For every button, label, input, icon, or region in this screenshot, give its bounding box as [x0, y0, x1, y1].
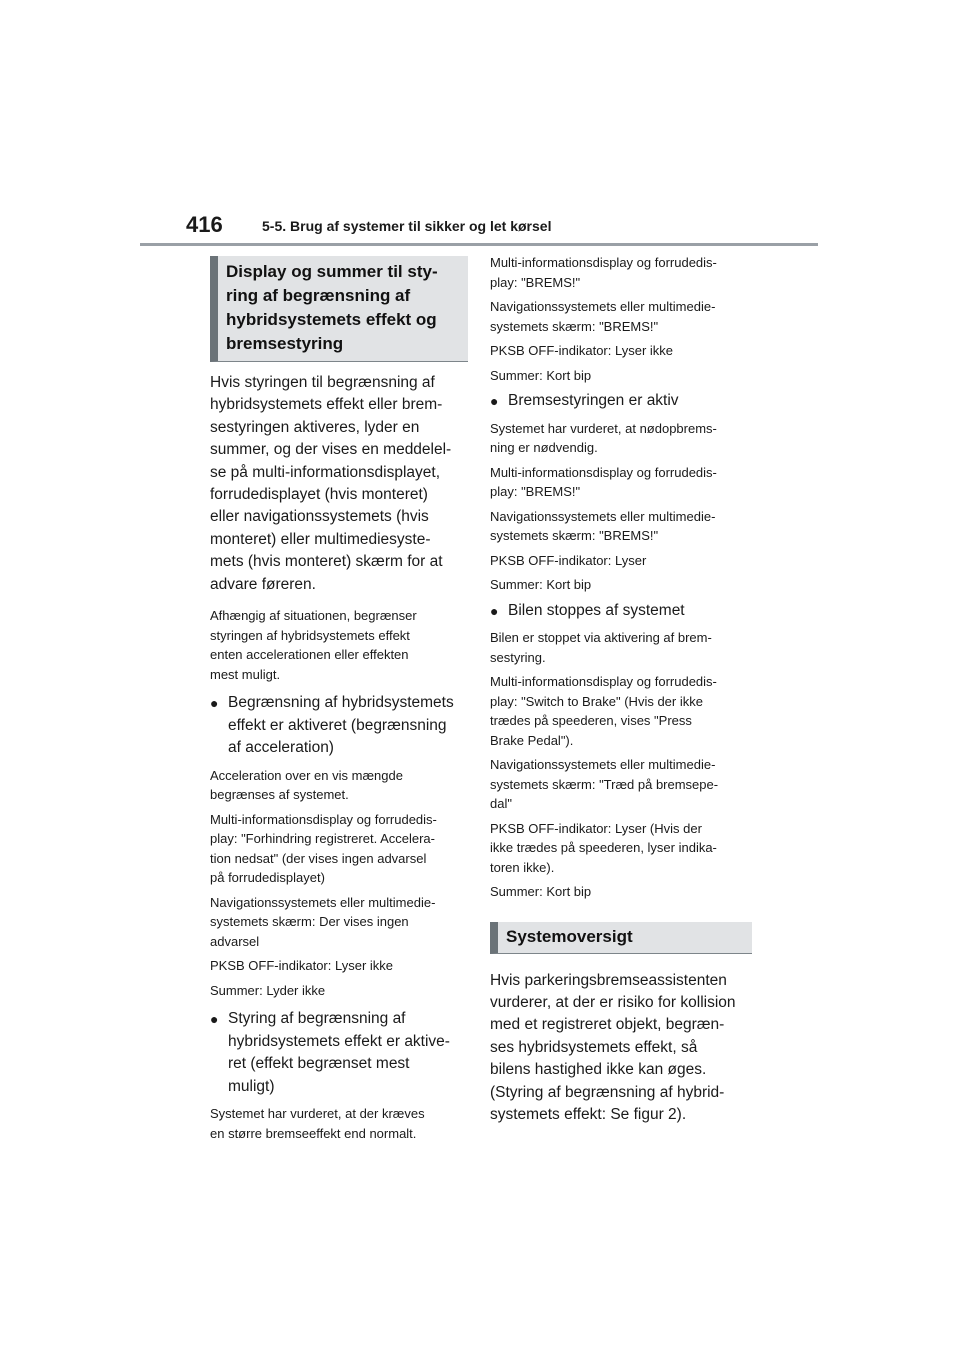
paragraph: Summer: Kort bip	[490, 367, 592, 383]
heading-display-summer	[210, 256, 468, 362]
paragraph: Bilen er stoppet via aktivering af brem- sestyring.	[490, 630, 712, 665]
paragraph: Navigationssystemets eller multimedie- systemets skærm: "BREMS!"	[490, 508, 716, 543]
note-paragraph: Afhængig af situationen, begrænser styringen af hybridsystemets effekt enten accelerationen eller effekten mest muligt.	[210, 608, 417, 682]
paragraph: PKSB OFF-indikator: Lyser ikke	[490, 343, 674, 358]
paragraph: Summer: Kort bip	[490, 884, 592, 899]
paragraph: Multi-informationsdisplay og forrudedis- play: "Forhindring registreret. Accelera- tion nedsat" (der vises ingen advarsel på forrudedisplayet)	[210, 811, 437, 886]
paragraph: PKSB OFF-indikator: Lyser ikke	[210, 958, 394, 974]
paragraph: Navigationssystemets eller multimedie- systemets skærm: Der vises ingen advarsel	[210, 894, 436, 949]
heading-line: Display og summer til sty-	[226, 262, 438, 281]
bullet-icon: ●	[490, 602, 499, 619]
paragraph: PKSB OFF-indikator: Lyser	[490, 552, 647, 568]
bullet-icon: ●	[490, 393, 499, 409]
overview-paragraph: Hvis parkeringsbremseassistenten vurderer, at der er risiko for kollision med et registreret objekt, begræn- ses hybridsystemets effekt, så bilens hastighed ikke kan øges. (Styring af begrænsning af hybrid- systemets effekt: Se figur 2).	[490, 971, 736, 1123]
paragraph: PKSB OFF-indikator: Lyser (Hvis der ikke trædes på speederen, lyser indika- toren ikke).	[490, 820, 717, 875]
paragraph: Navigationssystemets eller multimedie- systemets skærm: "BREMS!"	[490, 299, 716, 334]
bullet-icon: ●	[210, 1011, 219, 1028]
right-column	[490, 253, 752, 1126]
heading-system-overview: Systemoversigt	[490, 922, 752, 954]
paragraph: Systemet har vurderet, at der kræves en større bremseeffekt end normalt.	[210, 1106, 425, 1141]
paragraph: Multi-informationsdisplay og forrudedis- play: "BREMS!"	[490, 255, 717, 290]
paragraph: Multi-informationsdisplay og forrudedis- play: "Switch to Brake" (Hvis der ikke trædes på speederen, vises "Press Brake Pedal").	[490, 674, 717, 748]
section-title: 5-5. Brug af systemer til sikker og let kørsel	[262, 218, 552, 234]
header-rule	[140, 243, 818, 246]
paragraph: Acceleration over en vis mængde begrænses af systemet.	[210, 767, 403, 803]
paragraph: Systemet har vurderet, at nødopbrems- ning er nødvendig.	[490, 420, 717, 455]
intro-paragraph: Hvis styringen til begrænsning af hybridsystemets effekt eller brem- sestyringen aktiveres, lyder en summer, og der vises en meddelel- se på multi-informationsdisplayet, forrudedisplayet (hvis monteret) eller navigationssystemets (hvis monteret) eller multimediesyste- mets (hvis monteret) skærm for at advare føreren.	[210, 374, 452, 593]
heading-line: bremsestyring	[226, 334, 344, 353]
left-column	[210, 256, 468, 1148]
bullet-effect-limit: ● Styring af begrænsning af hybridsystemets effekt er aktive- ret (effekt begrænset mest muligt)	[210, 1008, 468, 1098]
bullet-acceleration-limit: ● Begrænsning af hybridsystemets effekt er aktiveret (begrænsning af acceleration)	[210, 692, 468, 760]
bullet-vehicle-stopped: ● Bilen stoppes af systemet	[490, 600, 752, 623]
bullet-icon: ●	[210, 695, 219, 712]
paragraph: Multi-informationsdisplay og forrudedis- play: "BREMS!"	[490, 464, 717, 499]
paragraph: Summer: Lyder ikke	[210, 982, 326, 998]
heading-line: hybridsystemets effekt og	[226, 310, 437, 329]
paragraph: Summer: Kort bip	[490, 577, 592, 592]
heading-line: ring af begrænsning af	[226, 286, 411, 305]
bullet-brake-control: ● Bremsestyringen er aktiv	[490, 390, 752, 413]
paragraph: Navigationssystemets eller multimedie- systemets skærm: "Træd på bremsepe- dal"	[490, 757, 719, 811]
page-number: 416	[186, 212, 223, 237]
